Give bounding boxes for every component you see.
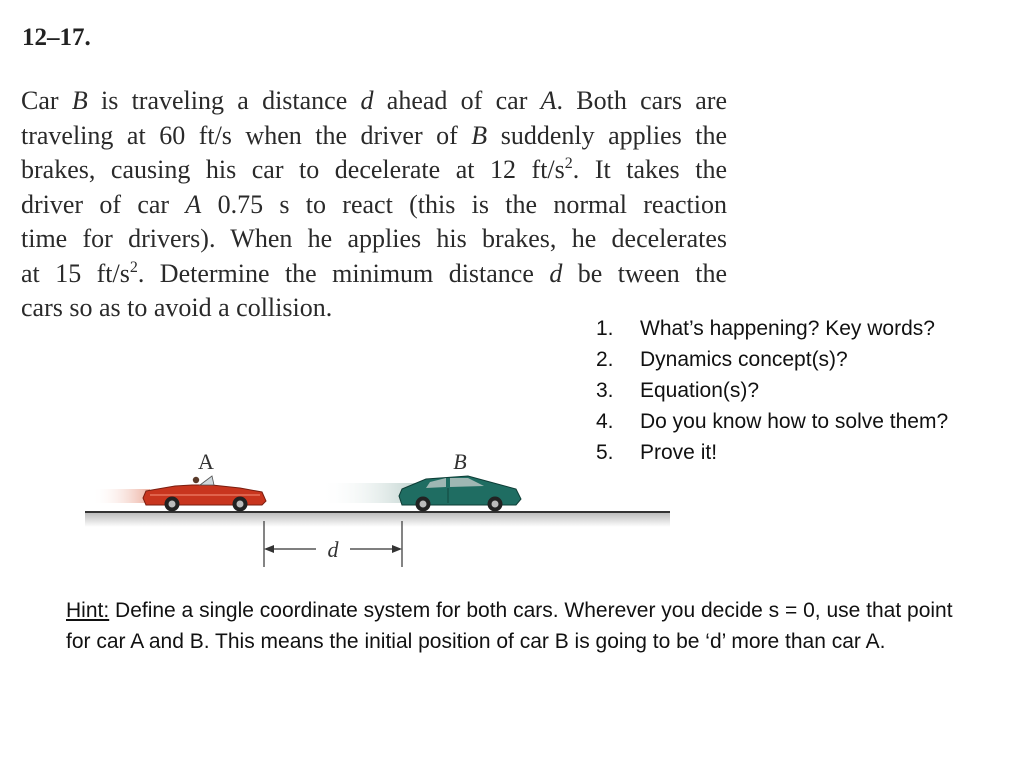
problem-line: cars so as to avoid a collision. [21,293,333,322]
list-item: 3. Equation(s)? [596,379,760,402]
list-item: 1. What’s happening? Key words? [596,317,935,340]
road-surface [85,513,670,527]
hint-label: Hint: [66,599,110,622]
driver-head [193,477,199,483]
car-b [320,476,521,512]
label-car-a: A [198,449,214,474]
windshield [200,476,214,485]
motion-blur-a [92,489,150,503]
list-item: 4. Do you know how to solve them? [596,410,949,433]
problem-number: 12–17. [22,24,91,51]
cars-figure [80,445,680,575]
label-car-b: B [453,449,467,474]
hint-text: Define a single coordinate system for both cars. Wherever you decide s = 0, use that point for car A and B. This means the initial position of car B is going to be ‘d’ more than car A. [66,599,953,653]
problem-line: driver of car A 0.75 s to react (this is the normal reaction [21,189,727,219]
problem-line: traveling at 60 ft/s when the driver of B suddenly applies the [21,120,728,150]
list-item: 5. Prove it! [596,441,718,464]
problem-line: at 15 $ft/s^2$. Determine the minimum distance d be tween the [21,258,727,288]
arrow-left [264,545,274,553]
problem-line: Car B is traveling a distance d ahead of car A. Both cars are [21,86,727,115]
arrow-right [392,545,402,553]
label-distance-d: d [327,537,339,562]
list-item: 2. Dynamics concept(s)? [596,348,848,371]
problem-statement [21,84,727,326]
problem-line: time for drivers). When he applies his brakes, he decelerates [21,224,727,253]
problem-line: brakes, causing his car to decelerate at 12 $ft/s^2$. It takes the [21,155,727,184]
hint-paragraph [66,595,966,657]
car-a [92,476,266,512]
